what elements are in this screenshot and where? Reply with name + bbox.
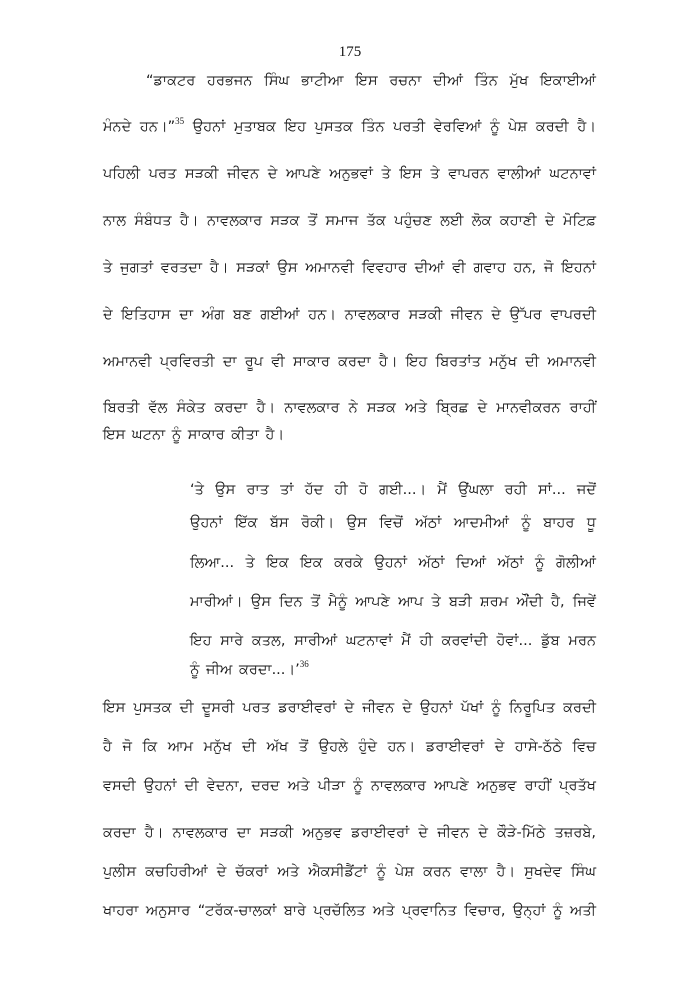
- quote-line: ਇਹ ਸਾਰੇ ਕਤਲ, ਸਾਰੀਆਂ ਘਟਨਾਵਾਂ ਮੈਂ ਹੀ ਕਰਵਾਂਦੀ ਹੋਵਾਂ... ਡੁੱਬ ਮਰਨ: [190, 633, 596, 649]
- quote-line: ਲਿਆ... ਤੇ ਇਕ ਇਕ ਕਰਕੇ ਉਹਨਾਂ ਅੱਠਾਂ ਦਿਆਂ ਅੱਠਾਂ ਨੂੰ ਗੋਲੀਆਂ: [190, 555, 596, 571]
- page-number: 175: [338, 44, 362, 60]
- paragraph-line: ਵਸਦੀ ਉਹਨਾਂ ਦੀ ਵੇਦਨਾ, ਦਰਦ ਅਤੇ ਪੀੜਾ ਨੂੰ ਨਾਵਲਕਾਰ ਆਪਣੇ ਅਨੁਭਵ ਰਾਹੀਂ ਪ੍ਰਤੱਖ: [103, 778, 596, 794]
- quote-close-text: ਮੰਨਦੇ ਹਨ।”: [103, 119, 176, 135]
- footnote-ref-35: 35: [175, 116, 185, 126]
- footnote-ref-36: 36: [299, 659, 309, 669]
- paragraph-line: ਇਸ ਘਟਨਾ ਨੂੰ ਸਾਕਾਰ ਕੀਤਾ ਹੈ।: [103, 427, 285, 443]
- paragraph-line: ਪੁਲੀਸ ਕਚਹਿਰੀਆਂ ਦੇ ਚੱਕਰਾਂ ਅਤੇ ਐਕਸੀਡੈਂਟਾਂ ਨੂੰ ਪੇਸ਼ ਕਰਨ ਵਾਲਾ ਹੈ। ਸੁਖਦੇਵ ਸਿੰਘ: [103, 864, 596, 880]
- quote-line: ਉਹਨਾਂ ਇੱਕ ਬੱਸ ਰੋਕੀ। ਉਸ ਵਿਚੋਂ ਅੱਠਾਂ ਆਦਮੀਆਂ ਨੂੰ ਬਾਹਰ ਧੂ: [190, 515, 596, 531]
- paragraph-line: [103, 117, 596, 137]
- quote-line-text: ਨੂੰ ਜੀਅ ਕਰਦਾ...।’: [190, 662, 300, 678]
- paragraph-line: ਇਸ ਪੁਸਤਕ ਦੀ ਦੂਸਰੀ ਪਰਤ ਡਰਾਈਵਰਾਂ ਦੇ ਜੀਵਨ ਦੇ ਉਹਨਾਂ ਪੱਖਾਂ ਨੂੰ ਨਿਰੂਪਿਤ ਕਰਦੀ: [103, 700, 596, 716]
- paragraph-line: ਹੈ ਜੋ ਕਿ ਆਮ ਮਨੁੱਖ ਦੀ ਅੱਖ ਤੋਂ ਉਹਲੇ ਹੁੰਦੇ ਹਨ। ਡਰਾਈਵਰਾਂ ਦੇ ਹਾਸੇ-ਠੱਠੇ ਵਿਚ: [103, 739, 596, 755]
- paragraph-line: ਪਹਿਲੀ ਪਰਤ ਸੜਕੀ ਜੀਵਨ ਦੇ ਆਪਣੇ ਅਨੁਭਵਾਂ ਤੇ ਇਸ ਤੇ ਵਾਪਰਨ ਵਾਲੀਆਂ ਘਟਨਾਵਾਂ: [103, 166, 596, 182]
- quote-line: ‘ਤੇ ਉਸ ਰਾਤ ਤਾਂ ਹੱਦ ਹੀ ਹੋ ਗਈ...। ਮੈਂ ਉਂਘਲਾ ਰਹੀ ਸਾਂ... ਜਦੋਂ: [190, 482, 596, 498]
- paragraph-line: ਨਾਲ ਸੰਬੰਧਤ ਹੈ। ਨਾਵਲਕਾਰ ਸੜਕ ਤੋਂ ਸਮਾਜ ਤੱਕ ਪਹੁੰਚਣ ਲਈ ਲੋਕ ਕਹਾਣੀ ਦੇ ਮੋਟਿਫ਼: [103, 213, 597, 229]
- paragraph-line: ਦੇ ਇਤਿਹਾਸ ਦਾ ਅੰਗ ਬਣ ਗਈਆਂ ਹਨ। ਨਾਵਲਕਾਰ ਸੜਕੀ ਜੀਵਨ ਦੇ ਉੱਪਰ ਵਾਪਰਦੀ: [103, 307, 596, 323]
- quote-line: ਮਾਰੀਆਂ। ਉਸ ਦਿਨ ਤੋਂ ਮੈਨੂੰ ਆਪਣੇ ਆਪ ਤੇ ਬੜੀ ਸ਼ਰਮ ਔਂਦੀ ਹੈ, ਜਿਵੇਂ: [190, 594, 596, 610]
- paragraph-line: ਖਾਹਰਾ ਅਨੁਸਾਰ “ਟਰੱਕ-ਚਾਲਕਾਂ ਬਾਰੇ ਪ੍ਰਚੱਲਿਤ ਅਤੇ ਪ੍ਰਵਾਨਿਤ ਵਿਚਾਰ, ਉਨ੍ਹਾਂ ਨੂੰ ਅਤੀ: [103, 903, 596, 919]
- paragraph-line: ਬਿਰਤੀ ਵੱਲ ਸੰਕੇਤ ਕਰਦਾ ਹੈ। ਨਾਵਲਕਾਰ ਨੇ ਸੜਕ ਅਤੇ ਬ੍ਰਿਛ ਦੇ ਮਾਨਵੀਕਰਨ ਰਾਹੀਂ: [103, 400, 596, 416]
- paragraph-line: “ਡਾਕਟਰ ਹਰਭਜਨ ਸਿੰਘ ਭਾਟੀਆ ਇਸ ਰਚਨਾ ਦੀਆਂ ਤਿੰਨ ਮੁੱਖ ਇਕਾਈਆਂ: [146, 73, 596, 89]
- paragraph-line: ਅਮਾਨਵੀ ਪ੍ਰਵਿਰਤੀ ਦਾ ਰੂਪ ਵੀ ਸਾਕਾਰ ਕਰਦਾ ਹੈ। ਇਹ ਬਿਰਤਾਂਤ ਮਨੁੱਖ ਦੀ ਅਮਾਨਵੀ: [103, 354, 596, 370]
- paragraph-line: ਕਰਦਾ ਹੈ। ਨਾਵਲਕਾਰ ਦਾ ਸੜਕੀ ਅਨੁਭਵ ਡਰਾਈਵਰਾਂ ਦੇ ਜੀਵਨ ਦੇ ਕੌੜੇ-ਮਿੱਠੇ ਤਜ਼ਰਬੇ,: [103, 825, 596, 841]
- paragraph-line: ਤੇ ਜੁਗਤਾਂ ਵਰਤਦਾ ਹੈ। ਸੜਕਾਂ ਉਸ ਅਮਾਨਵੀ ਵਿਵਹਾਰ ਦੀਆਂ ਵੀ ਗਵਾਹ ਹਨ, ਜੋ ਇਹਨਾਂ: [103, 260, 596, 276]
- paragraph-line-text: ਉਹਨਾਂ ਮੁਤਾਬਕ ਇਹ ਪੁਸਤਕ ਤਿੰਨ ਪਰਤੀ ਵੇਰਵਿਆਂ ਨੂੰ ਪੇਸ਼ ਕਰਦੀ ਹੈ।: [192, 119, 596, 135]
- quote-line: [190, 660, 596, 680]
